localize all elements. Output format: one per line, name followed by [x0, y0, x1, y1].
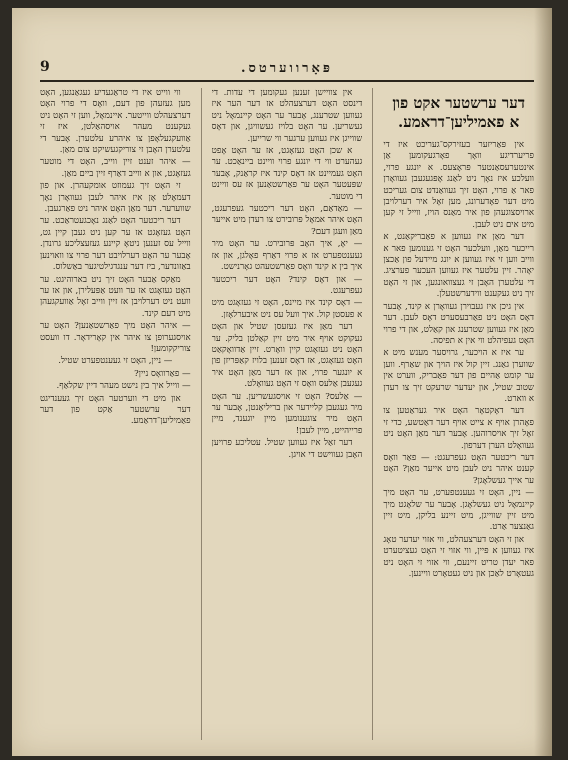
paragraph: — ניין, האָט זי געענטפערט, ער האָט מיך קיינמאָל ניט געשלאָגן. אָבער ער שלאָגט מיך מיט זיין שווייגן, מיט זיינע בליקן, מיט זיין גאַנצער אַרט. — [383, 488, 534, 533]
running-title: פּאָרווערטס. — [241, 61, 333, 76]
paragraph: — דאָס קינד איז מיינס, האָט זי געזאָגט מיט א פעסטן קול. איך וועל עס ניט איבערלאָזן. — [211, 298, 363, 320]
paragraph: אין פּאַריזער בעזירקס־געריכט איז די פריערדיגע וואָך פאָרגעקומען אַן אינטערעסאַנטער פּראָצעס. א יונגע פרוי, וועלכע איז נאָך ניט לאַנג אָפּגעגעבן געוואָרן פאר אַ פרוי, האָט זיך געוואַנדט צום געריכט מיט דער פאָדערונג, מען זאָל איר דערלויבן ארויסצוגעהן פון איר מאַנס הויז, ווייל זי קען מיט אים ניט לעבן. — [383, 140, 534, 230]
column-right — [383, 88, 534, 740]
paragraph: דער ריכטער האָט געפרעגט: — פאַר וואָס קענט איהר ניט לעבן מיט אייער מאַן? האָט ער אייך געשלאָגן? — [383, 452, 534, 486]
paragraph: ווי ווייט איז די טראַגעדיע געגאַנגען, האָט מען געזעהן פון דעם, וואָס די פרוי האָט דערצעהלט ווייטער. איינמאָל, ווען זי האָט ניט געקענט מעהר אויסהאַלטן, איז זי אַוועקגעלאָפן צו איהרע עלטערן. אָבער די עלטערן האָבן זי צוריקגעשיקט צום מאַן. — [39, 88, 191, 156]
paragraph: מאַקס אַבער האָט זיך ניט בארוהיגט. ער האָט געזאָגט אז ער וועט אַפּעלירן, און אז ער וועט ניט דערלויבן אז זיין ווייב זאָל אַוועקגעהן מיט דעם קינד. — [39, 274, 191, 319]
column-divider — [372, 88, 373, 740]
paragraph: אין צוויישן זענען געקומען די עדות. די דינסט האָט דערצעהלט אז דער הער איז געווען שטרענג, אָבער ער האָט קיינמאָל ניט געשריען. ער האָט בלויז געשוויגן, און דאָס שווייגן איז געווען ערגער ווי שרייען. — [211, 88, 363, 144]
column-left — [40, 88, 191, 740]
newspaper-page — [12, 8, 552, 756]
paragraph: דער זאַל איז געווען שטיל. עטליכע פרויען האָבן געווישט די אויגן. — [211, 438, 363, 460]
paragraph: — איהר זענט זיין ווייב, האָט די מוטער געזאָגט, און א ווייב דאַרף זיין ביים מאַן. — [39, 157, 191, 179]
page-number: 9 — [40, 59, 50, 75]
paragraph: זי האָט זיך געמוזט אומקעהרן. און פון דעמאָלט אָן איז איהר לעבן געוואָרן נאָך שווערער. דער מאַן האָט איהר ניט פאַרגעבן. — [39, 181, 191, 215]
paragraph: ער איז א הויכער, גרויסער מענש מיט א שווערן גאַנג. זיין קול איז הויך און שאַרף. ווען ער קומט אַהיים פון דער פאַבריק, ווערט אין שטוב שטיל, און יעדער שרעקט זיך צו רעדן א ווארט. — [383, 348, 534, 404]
article-title — [383, 94, 534, 132]
paragraph: — ניין, האָט זי געענטפערט שטיל. — [58, 356, 173, 367]
page-header — [40, 60, 534, 78]
paragraph: דער מאַן איז געווען א פאַבריקאַנט, א רייכער מאַן, וועלכער האָט זי גענומען פאר א ווייב ווען זי איז געווען א יונג מיידעל פון אַכצן יאָהר. זיין עלטער איז געווען העכער פערציג. די עלטערן האָבן זי געצוואונגען, און זי האָט זיך ניט געקענט ווידערשטעלן. — [383, 232, 534, 300]
header-rule — [40, 80, 534, 82]
article-title-line-1: דער ערשטער אקט פון — [392, 94, 525, 112]
paragraph: און מיט די ווערטער האָט זיך געענדיגט דער ערשטער אַקט פון דער פאַמיליען־דראַמע. — [39, 393, 191, 427]
paragraph: — אַלעס? האָט זי אויסגעשריען. ער האָט מיר געגעבן קליידער און בריליאַנטן, אָבער ער האָט מיר צוגענומען מיין יוגענד, מיין פרייהייט, מיין לעבן! — [211, 391, 363, 436]
paragraph: — יאָ, איך האָב פּרובירט. ער האָט מיר געענטפערט אז א פרוי דאַרף פאָלגן, און אז איך בין א קינד וואָס פאַרשטעהט גאָרנישט. — [211, 239, 363, 273]
paragraph: אין גיכן איז געבוירן געוואָרן א קינד, אָבער דאָס האָט ניט פאַרבעסערט דאָס לעבן. דער מאַן איז געווען שטרענג און קאַלט, און די פרוי האָט געפיהלט ווי אין א תפיסה. — [383, 301, 534, 346]
article-title-line-2: א פאמיליען־דראמע. — [398, 113, 520, 131]
paragraph: דער דאָקטאָר האָט איר געראַטען צו פאָהרן אויף א צייט אויף דער דאַטשע, כדי זי זאָל זיך אויסרוהען. אָבער דער מאַן האָט ניט געוואָלט הערן דערפון. — [383, 406, 534, 451]
paragraph: — פאַרוואָס ניין? — [134, 368, 191, 379]
paragraph: א שכן האָט געזאָגט, אז ער האָט אָפט געהערט ווי די יונגע פרוי וויינט ביינאַכט. ער האָט געמיינט אז דאָס קינד איז קראַנק, אָבער שפּעטער האָט ער פאַרשטאַנען אז עס וויינט די מוטער. — [211, 146, 363, 202]
paragraph: דער ריכטער האָט לאַנג נאָכגעטראַכט. ער האָט געזאָגט אז ער קען ניט געבן קיין גט, ווייל עס זענען ניטאָ קיינע געזעצליכע גרונדן. אָבער ער האָט דערלויבט דער פרוי צו וואוינען באַזונדער, ביז דער ענגדגילטיגער באַשלוס. — [39, 216, 191, 273]
paragraph: — און דאָס קינד? האָט דער ריכטער געפרעגט. — [211, 274, 363, 296]
column-middle — [212, 88, 363, 740]
paragraph: און זי האָט דערצעהלט, ווי אזוי יעדער טאָג איז געווען א פּיין, ווי אזוי זי האָט געציטערט פאר יעדן טריט זיינעם, ווי אזוי זי האָט ניט געטאָרט לאַכן און ניט געטאָרט וויינען. — [383, 534, 534, 580]
article-columns — [40, 88, 534, 740]
paragraph: דער מאַן איז געזעסן שטיל און האָט געקוקט אויף איר מיט זיין קאַלטן בליק. ער האָט ניט געזאָגט קיין וואָרט. זיין אַדוואָקאַט האָט געזאָגט, אז דאָס זענען בלויז קאַפּריזן פון א יונגער פרוי, און אז דער מאַן האָט איר געגעבן אַלעס וואָס זי האָט געוואָלט. — [211, 322, 363, 390]
paragraph: — מאַדאַם, האָט דער ריכטער געפרעגט, האָט איהר אמאָל פּרובירט צו רעדן מיט אייער מאַן וועגן דעם? — [211, 204, 363, 237]
paragraph: — ווייל איך בין נישט מעהר דיין שקלאַף. — [56, 381, 191, 392]
column-divider — [201, 88, 202, 740]
paragraph: — איהר האָט מיך פאַרשטאַנען? האָט ער אויסגערופן צו איהר אין קאָרידאָר. דו וועסט צוריקקומען! — [39, 321, 191, 354]
